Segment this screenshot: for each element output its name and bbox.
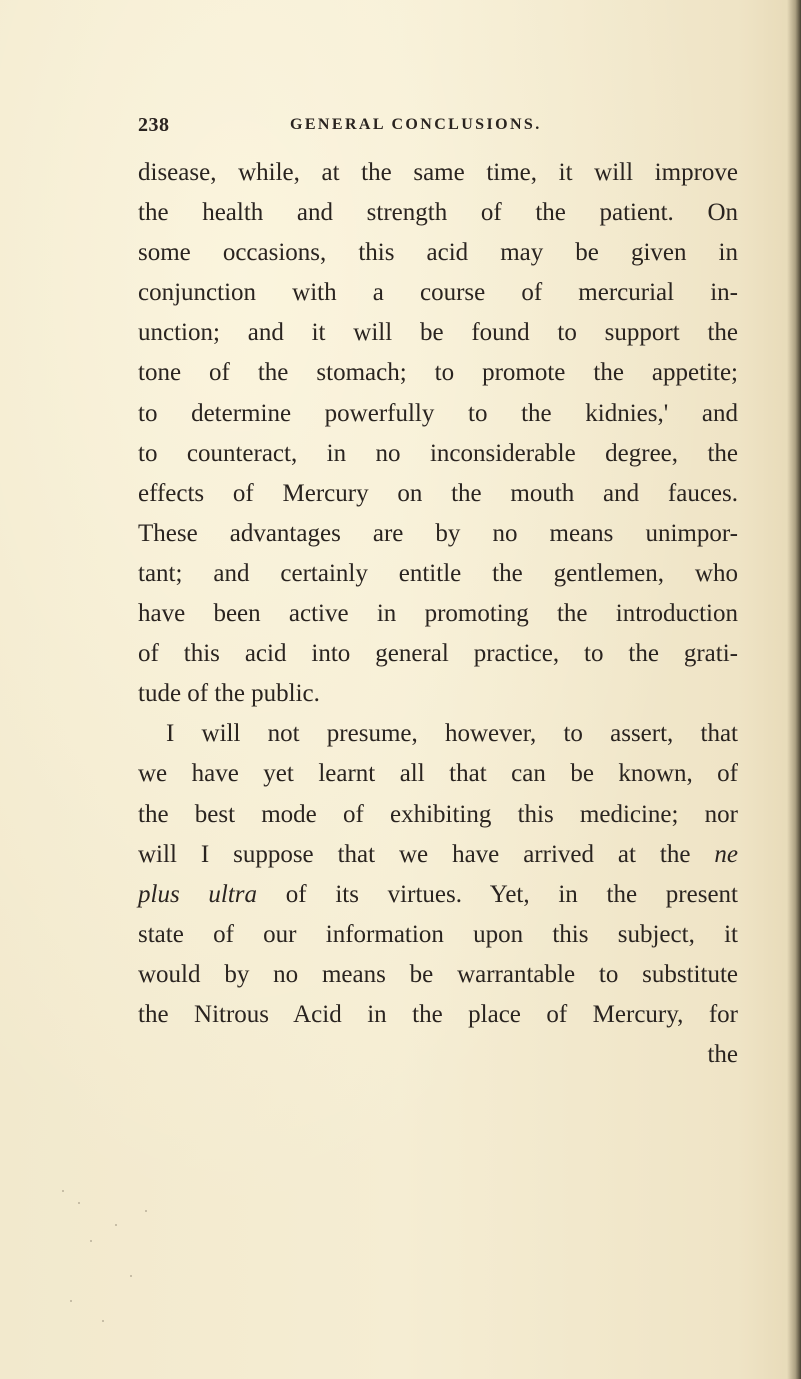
speck [102,1320,104,1322]
catchword: the [707,1041,738,1069]
text-line: the best mode of exhibiting this medicine; nor [138,800,738,828]
italic-phrase-plus-ultra: plus ultra [138,880,258,908]
text-line: some occasions, this acid may be given in [138,239,738,267]
text-segment: will I suppose that we have arrived at the [138,840,691,868]
text-line: the Nitrous Acid in the place of Mercury, for [138,1000,738,1028]
speck [130,1275,132,1277]
text-line: conjunction with a course of mercurial in- [138,279,738,307]
text-line: These advantages are by no means unimpor- [138,519,738,547]
running-head [138,114,698,144]
paper-specks [50,1180,210,1360]
text-line: tone of the stomach; to promote the appetite; [138,359,738,387]
text-line: unction; and it will be found to support the [138,319,738,347]
text-line: state of our information upon this subject, it [138,920,738,948]
page-number: 238 [138,114,170,136]
body-text [138,153,738,1075]
text-line: effects of Mercury on the mouth and fauces. [138,479,738,507]
speck [145,1210,147,1212]
text-line: have been active in promoting the introduction [138,600,738,628]
italic-phrase-ne: ne [714,840,738,868]
text-line: we have yet learnt all that can be known, of [138,760,738,788]
text-line [138,835,738,875]
text-line: would by no means be warrantable to substitute [138,960,738,988]
text-line [138,875,738,915]
speck [78,1202,80,1204]
text-line: tant; and certainly entitle the gentlemen, who [138,559,738,587]
header-title: GENERAL CONCLUSIONS. [290,116,542,133]
text-line: to counteract, in no inconsiderable degree, the [138,439,738,467]
speck [62,1190,64,1192]
text-line: I will not presume, however, to assert, that [166,720,738,748]
speck [115,1224,117,1226]
speck [70,1300,72,1302]
text-line: the health and strength of the patient. On [138,199,738,227]
page-edge-shadow [787,0,801,1379]
text-line: tude of the public. [138,680,320,708]
speck [90,1240,92,1242]
text-segment: of its virtues. Yet, in the present [285,880,738,908]
text-line: to determine powerfully to the kidnies,' and [138,399,738,427]
text-line: of this acid into general practice, to the grati- [138,640,738,668]
text-line: disease, while, at the same time, it will improve [138,159,738,186]
